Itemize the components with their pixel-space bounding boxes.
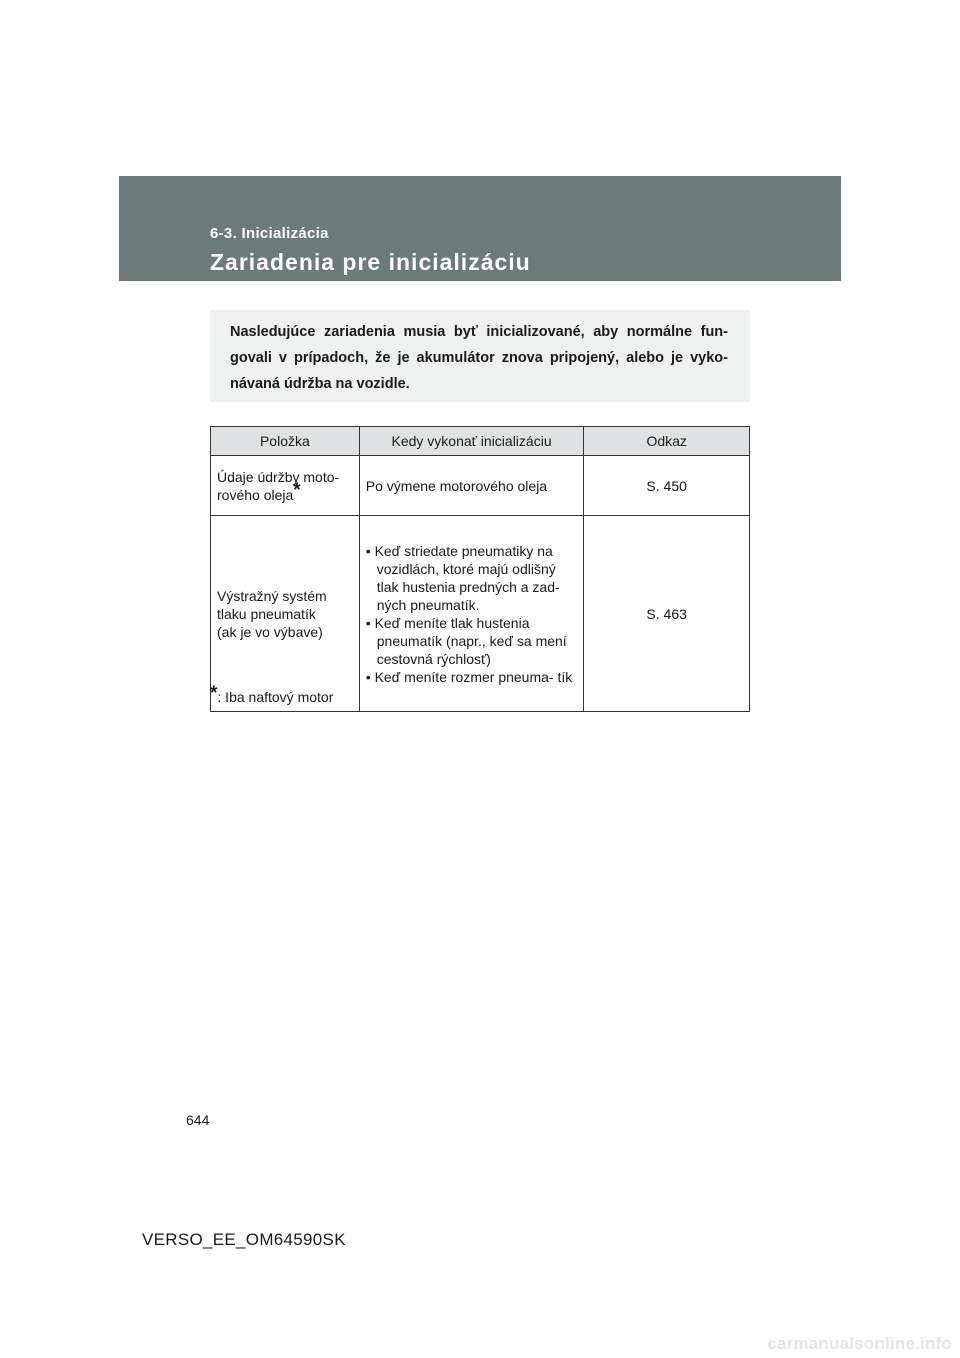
when-cell: Po výmene motorového oleja <box>359 456 584 516</box>
bullet-item: • Keď meníte rozmer pneuma- tík <box>365 668 573 685</box>
column-header-item: Položka <box>211 427 360 456</box>
footnote-mark: * <box>293 479 301 501</box>
section-label: 6-3. Inicializácia <box>210 225 329 242</box>
item-cell <box>211 456 360 516</box>
initialization-table <box>210 426 750 712</box>
table-row <box>211 456 750 516</box>
bullet-text: Keď striedate pneumatiky na vozidlách, ktoré majú odlišný tlak hustenia predných a zad- ných pneumatík. <box>374 542 560 613</box>
footnote <box>210 683 334 705</box>
item-cell <box>211 516 360 712</box>
watermark: carmanualsonline.info <box>767 1334 952 1353</box>
column-header-when: Kedy vykonať inicializáciu <box>359 427 584 456</box>
bullet-item: • Keď striedate pneumatiky na vozidlách, ktoré majú odlišný tlak hustenia predných a zad- ných pneumatík. <box>365 542 560 613</box>
document-code: VERSO_EE_OM64590SK <box>142 1230 346 1249</box>
intro-box <box>210 310 750 402</box>
table-row <box>211 516 750 712</box>
reference-cell: S. 450 <box>584 456 750 516</box>
page-title: Zariadenia pre inicializáciu <box>210 249 531 275</box>
item-line: tlaku pneumatík <box>217 605 316 622</box>
bullet-text: Keď meníte tlak hustenia pneumatík (napr., keď sa mení cestovná rýchlosť) <box>374 614 567 667</box>
bullet-text: Keď meníte rozmer pneuma- tík <box>374 668 573 685</box>
footnote-text: : Iba naftový motor <box>217 689 334 705</box>
when-cell <box>359 516 584 712</box>
page-number: 644 <box>186 1112 210 1128</box>
intro-text: Nasledujúce zariadenia musia byť inicializované, aby normálne fun- govali v prípadoch, že je akumulátor znova pripojený, alebo je vyko- návaná údržba na vozidle. <box>230 324 728 392</box>
column-header-reference: Odkaz <box>584 427 750 456</box>
item-line: (ak je vo výbave) <box>217 623 323 640</box>
footnote-mark: * <box>210 683 218 704</box>
section-header-band <box>119 176 841 281</box>
item-line: Výstražný systém <box>217 587 327 604</box>
table-header-row <box>211 427 750 456</box>
bullet-item: • Keď meníte tlak hustenia pneumatík (napr., keď sa mení cestovná rýchlosť) <box>365 614 567 667</box>
reference-cell: S. 463 <box>584 516 750 712</box>
item-text: Údaje údržby moto- rového oleja <box>217 468 340 503</box>
